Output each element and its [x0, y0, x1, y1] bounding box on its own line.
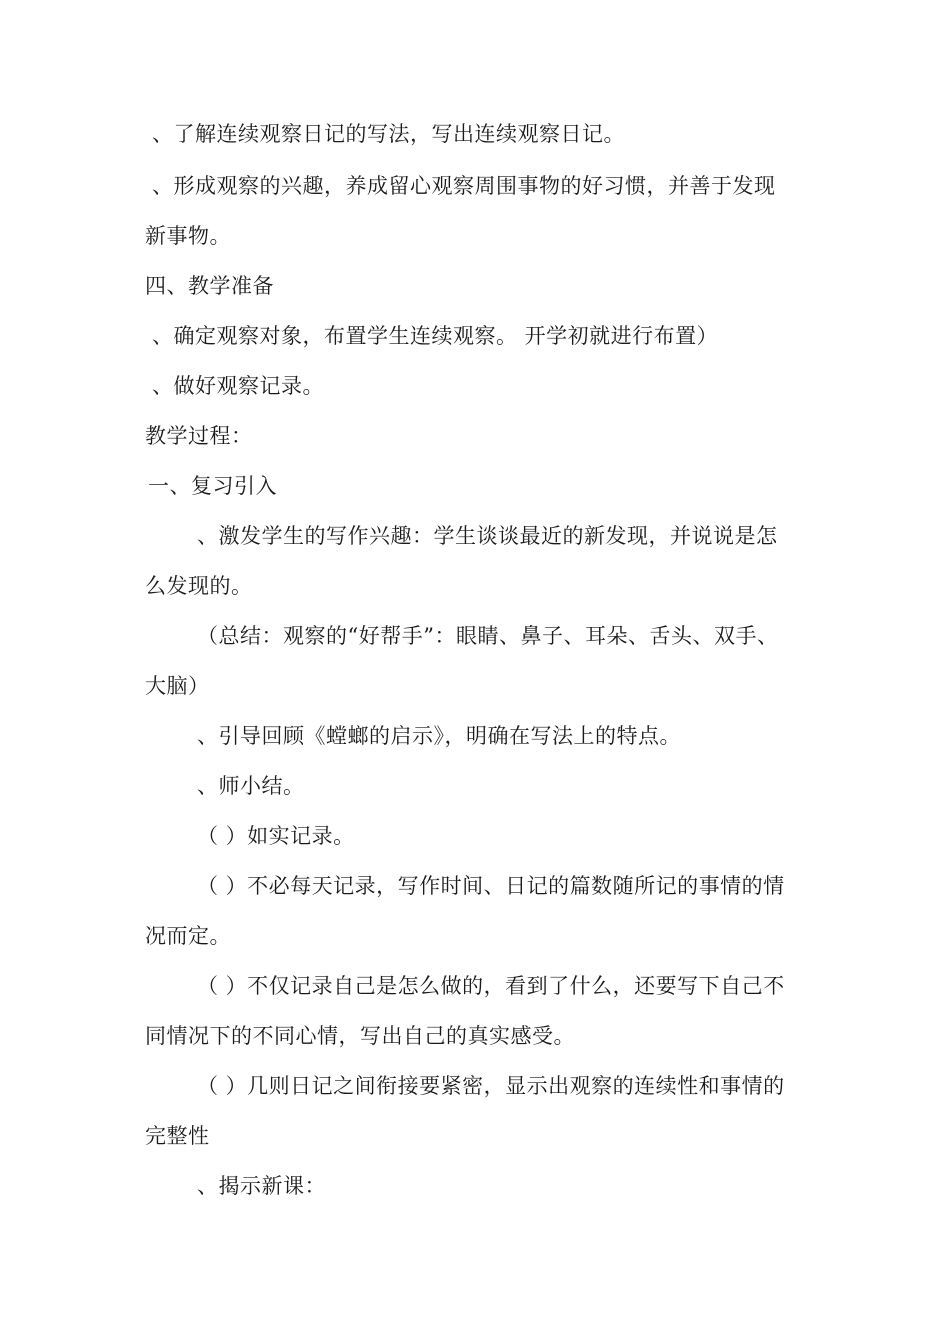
text-line: 况而定。: [145, 924, 231, 948]
text-line: 、形成观察的兴趣，养成留心观察周围事物的好习惯，并善于发现: [152, 174, 776, 198]
text-line: 大脑）: [145, 674, 210, 698]
text-line: 、引导回顾《螳螂的启示》，明确在写法上的特点。: [197, 724, 681, 748]
text-line: 么发现的。: [145, 574, 253, 598]
text-line: （总结：观察的“好帮手”：眼睛、鼻子、耳朵、舌头、双手、: [197, 624, 779, 648]
text-line: 、激发学生的写作兴趣：学生谈谈最近的新发现，并说说是怎: [197, 524, 778, 548]
text-line: 新事物。: [145, 224, 231, 248]
section-heading: 一、复习引入: [148, 474, 277, 498]
list-item: （ ）几则日记之间衔接要紧密，显示出观察的连续性和事情的: [197, 1074, 785, 1098]
text-line: 、确定观察对象，布置学生连续观察。 开学初就进行布置）: [152, 324, 719, 348]
section-heading: 四、教学准备: [145, 274, 274, 298]
section-heading: 教学过程：: [145, 424, 253, 448]
list-item: （ ）不必每天记录，写作时间、日记的篇数随所记的事情的情: [197, 874, 785, 898]
text-line: 同情况下的不同心情，写出自己的真实感受。: [145, 1024, 575, 1048]
text-line: 完整性: [145, 1124, 210, 1148]
text-line: 、做好观察记录。: [152, 374, 324, 398]
text-line: 、揭示新课：: [197, 1174, 326, 1198]
text-line: 、师小结。: [197, 774, 305, 798]
list-item: （ ）如实记录。: [197, 824, 355, 848]
text-line: 、了解连续观察日记的写法，写出连续观察日记。: [152, 122, 625, 146]
list-item: （ ）不仅记录自己是怎么做的，看到了什么，还要写下自己不: [197, 974, 785, 998]
